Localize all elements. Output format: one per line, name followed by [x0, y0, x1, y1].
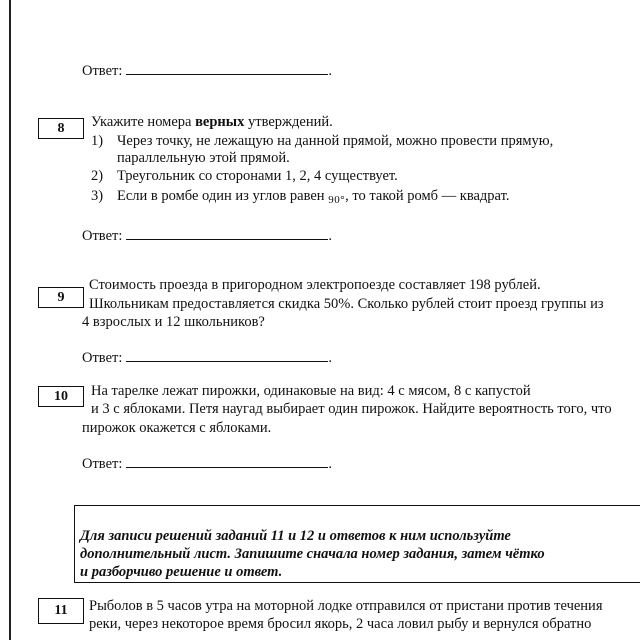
answer-line[interactable]	[126, 62, 328, 75]
task8-item-1: 1) Через точку, не лежащую на данной прямой, можно провести прямую,	[91, 133, 554, 149]
instruction-line-3: и разборчиво решение и ответ.	[80, 564, 283, 580]
task9-line-1: Стоимость проезда в пригородном электропоезде составляет 198 рублей.	[89, 277, 541, 293]
task8-item-3: 3) Если в ромбе один из углов равен $_{90^\circ}$, то такой ромб — квадрат.	[91, 188, 510, 206]
answer-row-8: Ответ: .	[82, 228, 332, 244]
answer-row-10: Ответ: .	[82, 456, 332, 472]
answer-row-9: Ответ: .	[82, 350, 332, 366]
task8-item-1-cont: параллельную этой прямой.	[117, 150, 290, 166]
task-number-8: 8	[38, 118, 84, 139]
answer-line[interactable]	[126, 349, 328, 362]
answer-row-7: Ответ: .	[82, 63, 332, 79]
answer-label: Ответ:	[82, 350, 123, 366]
task10-line-3: пирожок окажется с яблоками.	[82, 420, 272, 436]
task11-line-2: реки, через некоторое время бросил якорь, 2 часа ловил рыбу и вернулся обратно	[89, 616, 592, 632]
task8-item-2: 2) Треугольник со сторонами 1, 2, 4 существует.	[91, 168, 398, 184]
answer-label: Ответ:	[82, 63, 123, 79]
task9-line-2: Школьникам предоставляется скидка 50%. Сколько рублей стоит проезд группы из	[89, 296, 604, 312]
instruction-line-2: дополнительный лист. Запишите сначала номер задания, затем чётко	[80, 546, 545, 562]
answer-label: Ответ:	[82, 456, 123, 472]
task-number-10: 10	[38, 386, 84, 407]
task-number-9: 9	[38, 287, 84, 308]
task-number-11: 11	[38, 598, 84, 624]
angle-value: 90°	[328, 194, 346, 206]
answer-line[interactable]	[126, 227, 328, 240]
answer-line[interactable]	[126, 455, 328, 468]
page-margin-line	[9, 0, 11, 640]
task9-line-3: 4 взрослых и 12 школьников?	[82, 314, 265, 330]
task8-intro: Укажите номера верных утверждений.	[91, 114, 333, 130]
answer-label: Ответ:	[82, 228, 123, 244]
task10-line-2: и 3 с яблоками. Петя наугад выбирает один пирожок. Найдите вероятность того, что	[91, 401, 612, 417]
task11-line-1: Рыболов в 5 часов утра на моторной лодке отправился от пристани против течения	[89, 598, 603, 614]
task10-line-1: На тарелке лежат пирожки, одинаковые на вид: 4 с мясом, 8 с капустой	[91, 383, 531, 399]
instruction-line-1: Для записи решений заданий 11 и 12 и ответов к ним используйте	[80, 528, 511, 544]
